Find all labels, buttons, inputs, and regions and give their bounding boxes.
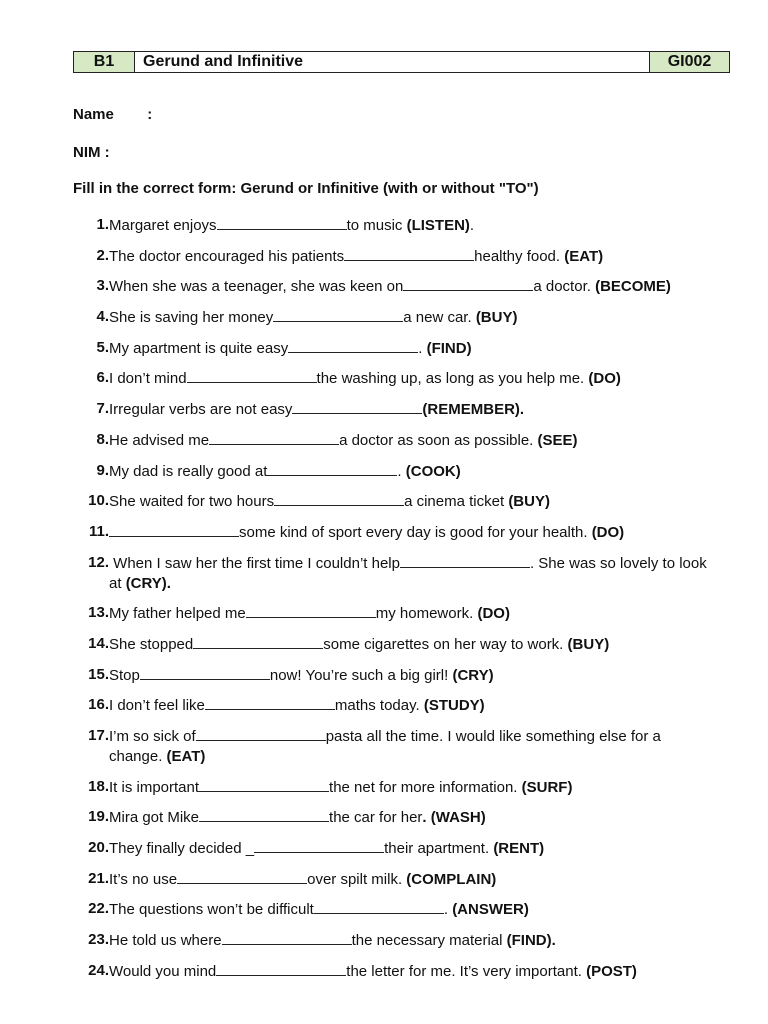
exercise-item	[73, 338, 713, 359]
sentence-after-blank: over spilt milk.	[307, 870, 407, 888]
answer-blank[interactable]	[140, 665, 270, 680]
sentence-before-blank: When I saw her the first time I couldn’t help	[109, 554, 400, 572]
sentence-before-blank: My dad is really good at	[109, 462, 268, 480]
verb-hint: (STUDY)	[423, 697, 485, 715]
answer-blank[interactable]	[199, 807, 329, 822]
verb-hint: (REMEMBER).	[422, 401, 525, 419]
item-number: 15.	[88, 665, 109, 683]
item-sentence	[109, 461, 461, 482]
answer-blank[interactable]	[216, 961, 346, 976]
verb-hint: (FIND).	[506, 932, 556, 950]
exercise-item	[73, 553, 713, 594]
item-sentence	[109, 961, 637, 982]
exercise-item	[73, 777, 713, 798]
sentence-before-blank: When she was a teenager, she was keen on	[109, 278, 404, 296]
item-sentence	[109, 276, 671, 297]
item-sentence	[109, 399, 524, 420]
verb-hint: (POST)	[586, 962, 637, 980]
item-sentence	[109, 869, 496, 890]
item-sentence	[109, 246, 603, 267]
verb-hint: (COMPLAIN)	[406, 870, 497, 888]
verb-hint: (COOK)	[405, 462, 461, 480]
item-number: 5.	[96, 338, 109, 356]
item-number: 12.	[88, 553, 109, 571]
item-sentence	[109, 603, 510, 624]
sentence-before-blank: Would you mind	[109, 962, 217, 980]
sentence-after-blank: the letter for me. It’s very important.	[346, 962, 587, 980]
exercise-item	[73, 461, 713, 482]
verb-hint: (RENT)	[493, 840, 545, 858]
answer-blank[interactable]	[205, 695, 335, 710]
item-number: 8.	[96, 430, 109, 448]
sentence-before-blank: It’s no use	[109, 870, 178, 888]
sentence-before-blank: It is important	[109, 778, 200, 796]
verb-hint: (DO)	[591, 523, 625, 541]
item-number: 21.	[88, 869, 109, 887]
sentence-after-blank: maths today.	[334, 697, 424, 715]
nim-field-label: NIM :	[73, 144, 110, 161]
item-sentence	[109, 368, 621, 389]
exercise-item	[73, 695, 713, 716]
exercise-item	[73, 634, 713, 655]
sentence-after-blank: the net for more information.	[329, 778, 522, 796]
verb-hint: (EAT)	[564, 247, 604, 265]
item-number: 24.	[88, 961, 109, 979]
answer-blank[interactable]	[196, 726, 326, 741]
item-sentence	[109, 807, 486, 828]
sentence-before-blank: My father helped me	[109, 605, 246, 623]
exercise-item	[73, 726, 713, 767]
answer-blank[interactable]	[254, 838, 384, 853]
item-sentence	[109, 430, 578, 451]
answer-blank[interactable]	[403, 276, 533, 291]
verb-hint: (FIND)	[426, 339, 472, 357]
sentence-before-blank: She waited for two hours	[109, 493, 275, 511]
exercise-item	[73, 491, 713, 512]
verb-hint: (EAT)	[166, 748, 206, 765]
item-sentence	[109, 522, 624, 543]
item-number: 2.	[96, 246, 109, 264]
sentence-after-blank: their apartment.	[384, 840, 494, 858]
item-number: 14.	[88, 634, 109, 652]
answer-blank[interactable]	[177, 869, 307, 884]
exercise-item	[73, 215, 713, 236]
item-number: 6.	[96, 369, 109, 387]
exercise-list	[73, 215, 713, 992]
answer-blank[interactable]	[199, 777, 329, 792]
item-number: 1.	[96, 216, 109, 233]
item-number: 17.	[88, 727, 109, 744]
answer-blank[interactable]	[222, 930, 352, 945]
answer-blank[interactable]	[193, 634, 323, 649]
item-number: 19.	[88, 808, 109, 826]
verb-hint: (SEE)	[537, 431, 578, 449]
sentence-before-blank: He advised me	[109, 431, 210, 449]
answer-blank[interactable]	[267, 461, 397, 476]
sentence-before-blank: My apartment is quite easy	[109, 339, 289, 357]
sentence-before-blank: He told us where	[109, 932, 222, 950]
worksheet-title: Gerund and Infinitive	[135, 52, 650, 72]
exercise-item	[73, 899, 713, 920]
sentence-after-blank: healthy food.	[474, 247, 565, 265]
sentence-before-blank: I don’t mind	[109, 370, 187, 388]
item-number: 23.	[88, 931, 109, 949]
item-number: 9.	[96, 461, 109, 479]
sentence-before-blank: She is saving her money	[109, 309, 274, 327]
item-number: 10.	[88, 492, 109, 510]
item-sentence	[109, 215, 474, 236]
answer-blank[interactable]	[217, 215, 347, 230]
item-sentence	[109, 726, 713, 767]
item-sentence	[109, 665, 494, 686]
item-number: 20.	[88, 839, 109, 857]
name-field-label: Name :	[73, 106, 153, 123]
item-sentence	[109, 930, 556, 951]
verb-hint: . (WASH)	[422, 809, 486, 827]
verb-hint: (BUY)	[475, 309, 518, 327]
sentence-after-blank: the necessary material	[351, 932, 507, 950]
item-number: 3.	[96, 277, 109, 295]
item-sentence	[109, 307, 517, 328]
item-sentence	[109, 491, 550, 512]
verb-hint: (ANSWER)	[452, 901, 529, 919]
item-number: 13.	[88, 604, 109, 622]
exercise-item	[73, 368, 713, 389]
sentence-before-blank: I’m so sick of	[109, 728, 196, 745]
item-sentence	[109, 838, 544, 859]
answer-blank[interactable]	[274, 491, 404, 506]
item-sentence	[109, 777, 572, 798]
answer-blank[interactable]	[246, 603, 376, 618]
item-number: 11.	[88, 522, 109, 540]
level-cell: B1	[74, 52, 135, 72]
sentence-before-blank: Stop	[109, 666, 140, 684]
sentence-after-blank: . She was so lovely to look at	[109, 554, 711, 592]
exercise-item	[73, 246, 713, 267]
sentence-after-blank: the car for her	[329, 809, 423, 827]
item-number: 18.	[88, 777, 109, 795]
verb-hint: (DO)	[477, 605, 510, 623]
item-number: 7.	[96, 400, 109, 418]
verb-hint: (BUY)	[508, 493, 550, 511]
answer-blank[interactable]	[292, 399, 422, 414]
instruction-text: Fill in the correct form: Gerund or Infinitive (with or without "TO")	[73, 180, 539, 197]
sentence-before-blank: The questions won’t be difficult	[109, 901, 314, 919]
sentence-after-blank: now! You’re such a big girl!	[269, 666, 453, 684]
exercise-item	[73, 522, 713, 543]
exercise-item	[73, 430, 713, 451]
sentence-after-blank: the washing up, as long as you help me.	[316, 370, 589, 388]
verb-hint: (LISTEN)	[406, 217, 470, 234]
item-number: 16.	[88, 696, 109, 714]
answer-blank[interactable]	[209, 430, 339, 445]
item-number: 4.	[96, 308, 109, 326]
item-sentence	[109, 695, 485, 716]
sentence-after-blank: some cigarettes on her way to work.	[323, 635, 568, 653]
sentence-before-blank: I don’t feel like	[109, 697, 205, 715]
sentence-tail: .	[469, 217, 475, 234]
verb-hint: (SURF)	[521, 778, 573, 796]
sentence-before-blank: She stopped	[109, 635, 194, 653]
sentence-after-blank: a doctor.	[533, 278, 596, 296]
worksheet-code: GI002	[650, 52, 729, 72]
worksheet-header	[73, 51, 730, 73]
sentence-before-blank: Margaret enjoys	[109, 217, 217, 234]
sentence-after-blank: a new car.	[403, 309, 476, 327]
exercise-item	[73, 838, 713, 859]
exercise-item	[73, 869, 713, 890]
answer-blank[interactable]	[187, 368, 317, 383]
answer-blank[interactable]	[314, 899, 444, 914]
item-number: 22.	[88, 900, 109, 918]
exercise-item	[73, 807, 713, 828]
verb-hint: (CRY)	[452, 666, 494, 684]
answer-blank[interactable]	[109, 522, 239, 537]
item-sentence	[109, 899, 529, 920]
answer-blank[interactable]	[344, 246, 474, 261]
exercise-item	[73, 665, 713, 686]
sentence-after-blank: a cinema ticket	[404, 493, 509, 511]
exercise-item	[73, 276, 713, 297]
exercise-item	[73, 399, 713, 420]
verb-hint: (CRY).	[125, 574, 171, 592]
sentence-before-blank: Irregular verbs are not easy	[109, 401, 293, 419]
sentence-after-blank: to music	[346, 217, 407, 234]
answer-blank[interactable]	[273, 307, 403, 322]
answer-blank[interactable]	[288, 338, 418, 353]
sentence-before-blank: They finally decided _	[109, 840, 255, 858]
sentence-after-blank: pasta all the time. I would like something else for a change.	[109, 728, 666, 765]
sentence-before-blank: Mira got Mike	[109, 809, 200, 827]
exercise-item	[73, 930, 713, 951]
exercise-item	[73, 961, 713, 982]
verb-hint: (BUY)	[567, 635, 610, 653]
answer-blank[interactable]	[400, 553, 530, 568]
sentence-after-blank: some kind of sport every day is good for your health.	[239, 523, 592, 541]
sentence-after-blank: my homework.	[375, 605, 478, 623]
sentence-before-blank: The doctor encouraged his patients	[109, 247, 345, 265]
verb-hint: (DO)	[588, 370, 621, 388]
sentence-after-blank: .	[397, 462, 406, 480]
exercise-item	[73, 603, 713, 624]
item-sentence	[109, 553, 713, 594]
sentence-after-blank: a doctor as soon as possible.	[339, 431, 538, 449]
exercise-item	[73, 307, 713, 328]
item-sentence	[109, 338, 472, 359]
sentence-after-blank: .	[443, 901, 453, 919]
sentence-after-blank: .	[418, 339, 427, 357]
item-sentence	[109, 634, 609, 655]
verb-hint: (BECOME)	[595, 278, 671, 296]
